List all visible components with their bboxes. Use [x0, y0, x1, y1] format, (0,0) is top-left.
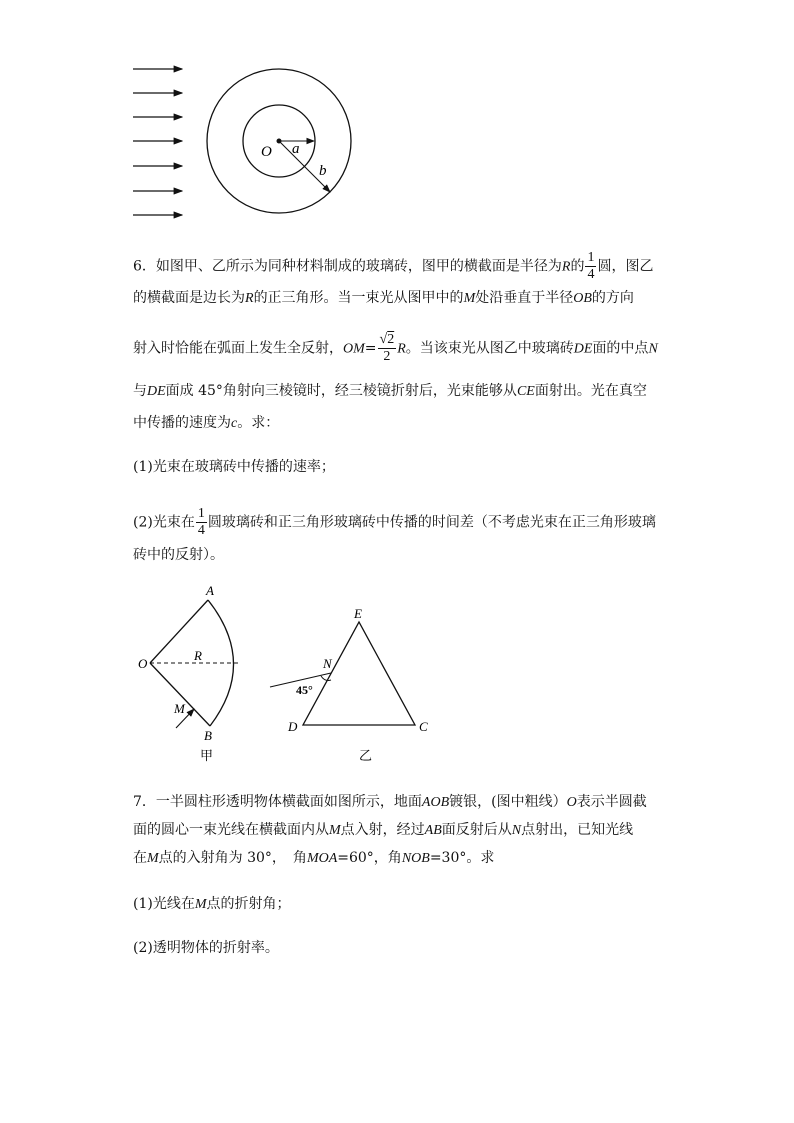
label-45: 45°	[296, 683, 313, 697]
label-O: O	[261, 144, 272, 160]
q7-number: 7．	[133, 794, 156, 810]
incident-rays	[133, 69, 182, 215]
q7-line-2: 面的圆心一束光线在横截面内从M点入射，经过AB面反射后从N点射出，已知光线	[133, 822, 634, 838]
caption-yi: 乙	[359, 748, 373, 763]
q6-line-4: 与DE面成 45°角射向三棱镜时，经三棱镜折射后，光束能够从CE面射出。光在真空	[133, 383, 647, 399]
q6-number: 6．	[133, 258, 156, 275]
fraction-quarter-2: $\frac{1}{4}$	[197, 506, 205, 538]
q6-line-3: 射入时恰能在弧面上发生全反射，OM= $\frac{√2}{2}$ R。当该束光从图乙中玻璃砖DE面的中点N	[133, 332, 658, 364]
q7-line-3: 在M点的入射角为 30°， 角MOA=60°，角NOB=30°。求	[133, 850, 495, 866]
q7-sub-1: (1)光线在M点的折射角；	[133, 896, 291, 912]
label-B: B	[204, 728, 212, 743]
concentric-circles-figure	[128, 55, 360, 225]
q7-sub-2: (2)透明物体的折射率。	[133, 940, 279, 956]
label-O-jia: O	[138, 656, 148, 671]
label-E: E	[354, 606, 362, 621]
label-D: D	[288, 719, 298, 734]
label-A: A	[206, 583, 214, 598]
q6-line-1: 6．如图甲、乙所示为同种材料制成的玻璃砖，图甲的横截面是半径为R的 $\frac{1}{4}$ 圆，图乙	[133, 250, 654, 282]
q6-sub-1: (1)光束在玻璃砖中传播的速率；	[133, 459, 335, 475]
label-a: a	[292, 141, 300, 157]
label-R: R	[194, 648, 202, 663]
q6-sub-2-line-2: 砖中的反射）。	[133, 547, 224, 563]
q6-line-2: 的横截面是边长为R的正三角形。当一束光从图甲中的M处沿垂直于半径OB的方向	[133, 290, 634, 306]
q7-line-1: 7．一半圆柱形透明物体横截面如图所示，地面AOB镀银，(图中粗线）O表示半圆截	[133, 794, 647, 810]
figure-yi	[265, 600, 440, 765]
label-N: N	[323, 656, 332, 671]
figure-jia	[130, 580, 260, 765]
q6-line-5: 中传播的速度为c。求：	[133, 415, 280, 431]
label-M: M	[174, 701, 185, 716]
fraction-sqrt2-over-2: $\frac{√2}{2}$	[379, 332, 395, 364]
label-b: b	[319, 163, 327, 179]
label-C: C	[419, 719, 428, 734]
q6-sub-2-line-1: (2)光束在 $\frac{1}{4}$ 圆玻璃砖和正三角形玻璃砖中传播的时间差（不考虑光束在正三角形玻璃	[133, 506, 656, 538]
fraction-quarter: $\frac{1}{4}$	[587, 250, 595, 282]
caption-jia: 甲	[200, 748, 214, 763]
